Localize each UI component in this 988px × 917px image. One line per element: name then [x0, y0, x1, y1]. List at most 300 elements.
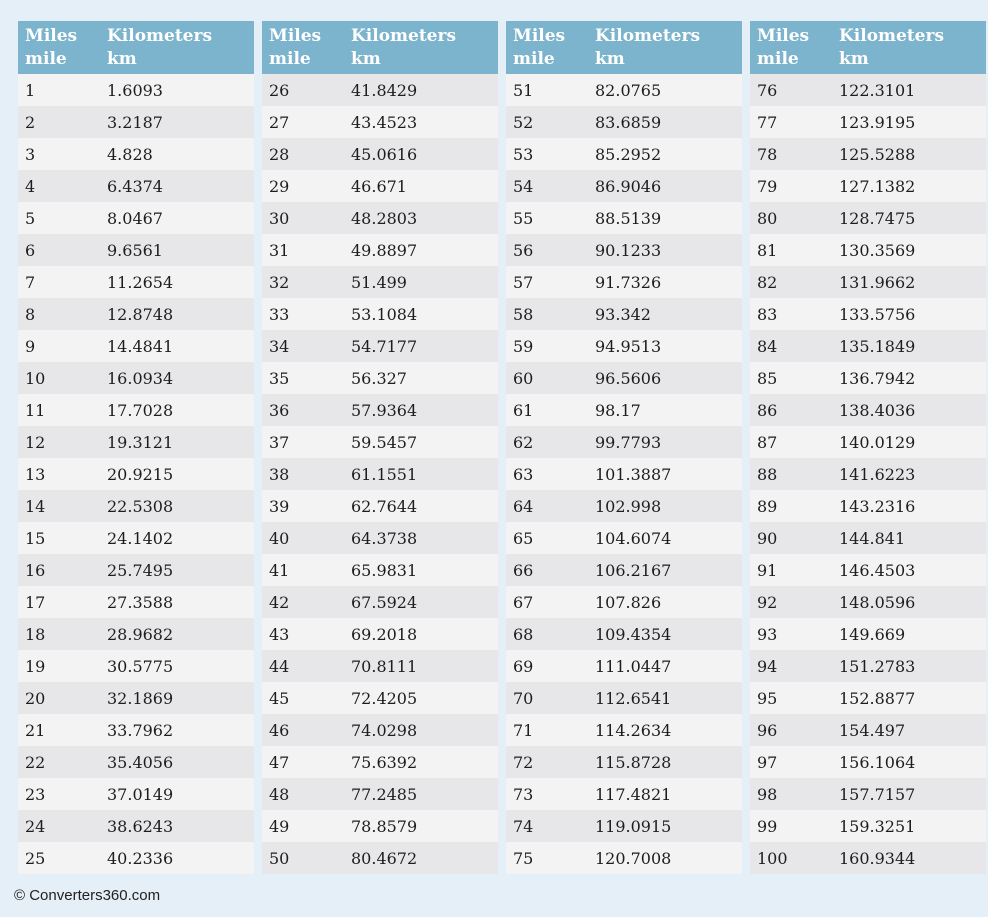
- miles-value: 77: [757, 112, 778, 132]
- table-row: [750, 490, 986, 522]
- table-row: [506, 74, 742, 106]
- kilometers-value: 127.1382: [839, 176, 916, 196]
- kilometers-value: 38.6243: [107, 816, 174, 836]
- table-row: [506, 586, 742, 618]
- kilometers-value: 28.9682: [107, 624, 174, 644]
- kilometers-value: 96.5606: [595, 368, 662, 388]
- table-row: [750, 138, 986, 170]
- table-row: [750, 458, 986, 490]
- kilometers-value: 135.1849: [839, 336, 916, 356]
- conversion-table-76-100: [750, 21, 986, 874]
- table-row: [750, 746, 986, 778]
- kilometers-value: 86.9046: [595, 176, 662, 196]
- miles-value: 58: [513, 304, 534, 324]
- table-row: [18, 650, 254, 682]
- copyright-footer: © Converters360.com: [14, 887, 161, 904]
- miles-value: 10: [25, 368, 46, 388]
- miles-value: 62: [513, 432, 534, 452]
- table-row: [262, 330, 498, 362]
- kilometers-value: 98.17: [595, 400, 641, 420]
- miles-value: 22: [25, 752, 46, 772]
- table-row: [506, 618, 742, 650]
- miles-value: 67: [513, 592, 534, 612]
- table-row: [262, 714, 498, 746]
- miles-value: 14: [25, 496, 46, 516]
- kilometers-value: 4.828: [107, 144, 153, 164]
- kilometers-value: 143.2316: [839, 496, 916, 516]
- miles-value: 50: [269, 848, 290, 868]
- table-row: [750, 330, 986, 362]
- miles-value: 18: [25, 624, 46, 644]
- table-row: [506, 746, 742, 778]
- table-row: [750, 106, 986, 138]
- miles-value: 83: [757, 304, 778, 324]
- table-row: [750, 586, 986, 618]
- miles-value: 81: [757, 240, 778, 260]
- table-row: [262, 682, 498, 714]
- miles-value: 24: [25, 816, 46, 836]
- table-row: [506, 170, 742, 202]
- km-header-line2: km: [107, 48, 137, 69]
- table-row: [262, 650, 498, 682]
- miles-value: 79: [757, 176, 778, 196]
- table-row: [750, 234, 986, 266]
- miles-header-line2: mile: [25, 48, 67, 69]
- kilometers-value: 151.2783: [839, 656, 916, 676]
- table-row: [506, 138, 742, 170]
- table-row: [18, 74, 254, 106]
- miles-value: 73: [513, 784, 534, 804]
- miles-value: 25: [25, 848, 46, 868]
- table-row: [506, 234, 742, 266]
- kilometers-value: 146.4503: [839, 560, 916, 580]
- miles-value: 9: [25, 336, 36, 356]
- kilometers-value: 160.9344: [839, 848, 916, 868]
- kilometers-value: 131.9662: [839, 272, 916, 292]
- miles-value: 90: [757, 528, 778, 548]
- kilometers-value: 35.4056: [107, 752, 174, 772]
- miles-value: 40: [269, 528, 290, 548]
- table-row: [750, 682, 986, 714]
- table-row: [18, 810, 254, 842]
- miles-value: 2: [25, 112, 36, 132]
- table-row: [18, 682, 254, 714]
- table-row: [18, 522, 254, 554]
- miles-value: 63: [513, 464, 534, 484]
- miles-value: 36: [269, 400, 290, 420]
- kilometers-value: 16.0934: [107, 368, 174, 388]
- kilometers-value: 157.7157: [839, 784, 916, 804]
- kilometers-value: 119.0915: [595, 816, 672, 836]
- kilometers-value: 56.327: [351, 368, 407, 388]
- kilometers-value: 101.3887: [595, 464, 672, 484]
- miles-value: 59: [513, 336, 534, 356]
- table-row: [506, 426, 742, 458]
- kilometers-value: 43.4523: [351, 112, 418, 132]
- miles-value: 71: [513, 720, 534, 740]
- table-row: [750, 202, 986, 234]
- kilometers-column-header: [839, 25, 986, 71]
- table-row: [18, 298, 254, 330]
- miles-value: 76: [757, 80, 778, 100]
- kilometers-value: 49.8897: [351, 240, 418, 260]
- miles-value: 61: [513, 400, 534, 420]
- miles-column-header: [750, 25, 839, 71]
- kilometers-value: 1.6093: [107, 80, 163, 100]
- kilometers-value: 107.826: [595, 592, 662, 612]
- miles-value: 84: [757, 336, 778, 356]
- table-row: [750, 362, 986, 394]
- miles-value: 47: [269, 752, 290, 772]
- kilometers-value: 102.998: [595, 496, 662, 516]
- table-row: [262, 138, 498, 170]
- miles-column-header: [18, 25, 107, 71]
- kilometers-value: 138.4036: [839, 400, 916, 420]
- table-row: [18, 778, 254, 810]
- miles-value: 45: [269, 688, 290, 708]
- miles-value: 78: [757, 144, 778, 164]
- miles-value: 30: [269, 208, 290, 228]
- kilometers-value: 154.497: [839, 720, 906, 740]
- kilometers-value: 152.8877: [839, 688, 916, 708]
- kilometers-value: 32.1869: [107, 688, 174, 708]
- kilometers-value: 46.671: [351, 176, 407, 196]
- km-header-line2: km: [595, 48, 625, 69]
- miles-value: 42: [269, 592, 290, 612]
- table-row: [750, 618, 986, 650]
- miles-value: 17: [25, 592, 46, 612]
- table-row: [506, 362, 742, 394]
- table-row: [506, 298, 742, 330]
- miles-value: 20: [25, 688, 46, 708]
- km-header-line2: km: [839, 48, 869, 69]
- kilometers-column-header: [351, 25, 498, 71]
- miles-value: 97: [757, 752, 778, 772]
- kilometers-value: 133.5756: [839, 304, 916, 324]
- miles-value: 44: [269, 656, 290, 676]
- table-row: [18, 266, 254, 298]
- table-row: [750, 170, 986, 202]
- table-row: [750, 650, 986, 682]
- kilometers-value: 130.3569: [839, 240, 916, 260]
- table-row: [506, 650, 742, 682]
- miles-value: 93: [757, 624, 778, 644]
- miles-value: 5: [25, 208, 36, 228]
- conversion-table-51-75: [506, 21, 742, 874]
- table-row: [750, 842, 986, 874]
- table-row: [506, 490, 742, 522]
- miles-header-line2: mile: [757, 48, 799, 69]
- kilometers-value: 27.3588: [107, 592, 174, 612]
- miles-value: 37: [269, 432, 290, 452]
- kilometers-value: 91.7326: [595, 272, 662, 292]
- table-row: [18, 106, 254, 138]
- kilometers-value: 80.4672: [351, 848, 418, 868]
- kilometers-value: 123.9195: [839, 112, 916, 132]
- miles-value: 94: [757, 656, 778, 676]
- table-row: [262, 106, 498, 138]
- miles-value: 74: [513, 816, 534, 836]
- table-row: [18, 490, 254, 522]
- table-row: [750, 554, 986, 586]
- miles-value: 29: [269, 176, 290, 196]
- table-row: [262, 810, 498, 842]
- kilometers-value: 120.7008: [595, 848, 672, 868]
- kilometers-value: 8.0467: [107, 208, 163, 228]
- miles-value: 43: [269, 624, 290, 644]
- miles-value: 27: [269, 112, 290, 132]
- kilometers-value: 70.8111: [351, 656, 418, 676]
- kilometers-value: 93.342: [595, 304, 651, 324]
- miles-column-header: [506, 25, 595, 71]
- table-row: [506, 458, 742, 490]
- kilometers-value: 83.6859: [595, 112, 662, 132]
- miles-value: 99: [757, 816, 778, 836]
- table-row: [18, 394, 254, 426]
- kilometers-value: 61.1551: [351, 464, 418, 484]
- kilometers-value: 6.4374: [107, 176, 163, 196]
- miles-value: 72: [513, 752, 534, 772]
- miles-value: 60: [513, 368, 534, 388]
- miles-value: 98: [757, 784, 778, 804]
- kilometers-value: 159.3251: [839, 816, 916, 836]
- table-row: [18, 426, 254, 458]
- kilometers-value: 156.1064: [839, 752, 916, 772]
- miles-value: 91: [757, 560, 778, 580]
- kilometers-value: 88.5139: [595, 208, 662, 228]
- table-row: [506, 266, 742, 298]
- kilometers-value: 53.1084: [351, 304, 418, 324]
- table-row: [18, 362, 254, 394]
- kilometers-value: 111.0447: [595, 656, 672, 676]
- miles-value: 39: [269, 496, 290, 516]
- kilometers-value: 17.7028: [107, 400, 174, 420]
- table-row: [506, 106, 742, 138]
- table-row: [262, 586, 498, 618]
- table-row: [506, 714, 742, 746]
- miles-value: 33: [269, 304, 290, 324]
- miles-value: 75: [513, 848, 534, 868]
- miles-value: 70: [513, 688, 534, 708]
- table-row: [262, 362, 498, 394]
- table-body: [18, 74, 254, 874]
- kilometers-value: 115.8728: [595, 752, 672, 772]
- miles-header-line2: mile: [513, 48, 555, 69]
- kilometers-value: 11.2654: [107, 272, 174, 292]
- table-row: [262, 426, 498, 458]
- table-header: [262, 21, 498, 74]
- table-row: [18, 842, 254, 874]
- conversion-table-26-50: [262, 21, 498, 874]
- kilometers-value: 122.3101: [839, 80, 916, 100]
- kilometers-value: 85.2952: [595, 144, 662, 164]
- miles-value: 68: [513, 624, 534, 644]
- kilometers-value: 51.499: [351, 272, 407, 292]
- kilometers-value: 20.9215: [107, 464, 174, 484]
- miles-value: 41: [269, 560, 290, 580]
- kilometers-value: 149.669: [839, 624, 906, 644]
- kilometers-value: 67.5924: [351, 592, 418, 612]
- kilometers-value: 136.7942: [839, 368, 916, 388]
- miles-value: 38: [269, 464, 290, 484]
- kilometers-value: 40.2336: [107, 848, 174, 868]
- table-row: [750, 394, 986, 426]
- kilometers-value: 14.4841: [107, 336, 174, 356]
- kilometers-value: 33.7962: [107, 720, 174, 740]
- kilometers-value: 45.0616: [351, 144, 418, 164]
- table-row: [750, 426, 986, 458]
- kilometers-column-header: [107, 25, 254, 71]
- table-row: [18, 714, 254, 746]
- table-row: [262, 170, 498, 202]
- miles-value: 66: [513, 560, 534, 580]
- conversion-table-1-25: [18, 21, 254, 874]
- table-row: [18, 234, 254, 266]
- table-row: [262, 842, 498, 874]
- table-row: [262, 746, 498, 778]
- km-header-line1: Kilometers: [351, 25, 457, 46]
- kilometers-value: 106.2167: [595, 560, 672, 580]
- table-row: [506, 330, 742, 362]
- kilometers-value: 62.7644: [351, 496, 418, 516]
- miles-value: 46: [269, 720, 290, 740]
- table-row: [506, 394, 742, 426]
- miles-value: 48: [269, 784, 290, 804]
- table-row: [262, 778, 498, 810]
- miles-column-header: [262, 25, 351, 71]
- kilometers-value: 69.2018: [351, 624, 418, 644]
- kilometers-value: 30.5775: [107, 656, 174, 676]
- kilometers-value: 125.5288: [839, 144, 916, 164]
- kilometers-value: 109.4354: [595, 624, 672, 644]
- kilometers-value: 78.8579: [351, 816, 418, 836]
- table-body: [506, 74, 742, 874]
- kilometers-value: 144.841: [839, 528, 906, 548]
- table-row: [262, 298, 498, 330]
- miles-value: 15: [25, 528, 46, 548]
- miles-value: 34: [269, 336, 290, 356]
- table-header: [18, 21, 254, 74]
- kilometers-value: 128.7475: [839, 208, 916, 228]
- kilometers-value: 37.0149: [107, 784, 174, 804]
- table-row: [506, 778, 742, 810]
- miles-value: 86: [757, 400, 778, 420]
- kilometers-value: 74.0298: [351, 720, 418, 740]
- table-row: [262, 618, 498, 650]
- table-row: [262, 458, 498, 490]
- table-row: [262, 266, 498, 298]
- table-row: [262, 74, 498, 106]
- miles-value: 89: [757, 496, 778, 516]
- kilometers-value: 94.9513: [595, 336, 662, 356]
- kilometers-value: 19.3121: [107, 432, 174, 452]
- kilometers-value: 3.2187: [107, 112, 163, 132]
- miles-header-line1: Miles: [269, 25, 322, 46]
- table-row: [750, 778, 986, 810]
- table-row: [506, 202, 742, 234]
- miles-value: 1: [25, 80, 36, 100]
- kilometers-value: 57.9364: [351, 400, 418, 420]
- miles-value: 96: [757, 720, 778, 740]
- kilometers-value: 59.5457: [351, 432, 418, 452]
- kilometers-value: 9.6561: [107, 240, 163, 260]
- kilometers-value: 12.8748: [107, 304, 174, 324]
- miles-value: 88: [757, 464, 778, 484]
- table-row: [18, 458, 254, 490]
- table-header: [506, 21, 742, 74]
- miles-value: 54: [513, 176, 534, 196]
- kilometers-value: 72.4205: [351, 688, 418, 708]
- table-row: [18, 138, 254, 170]
- miles-value: 87: [757, 432, 778, 452]
- miles-value: 100: [757, 848, 788, 868]
- table-row: [262, 234, 498, 266]
- table-row: [750, 298, 986, 330]
- kilometers-value: 114.2634: [595, 720, 672, 740]
- table-row: [18, 330, 254, 362]
- miles-value: 28: [269, 144, 290, 164]
- miles-value: 31: [269, 240, 290, 260]
- table-header: [750, 21, 986, 74]
- miles-value: 92: [757, 592, 778, 612]
- table-row: [18, 618, 254, 650]
- kilometers-value: 65.9831: [351, 560, 418, 580]
- miles-value: 65: [513, 528, 534, 548]
- miles-value: 13: [25, 464, 46, 484]
- table-row: [506, 554, 742, 586]
- miles-value: 35: [269, 368, 290, 388]
- miles-value: 82: [757, 272, 778, 292]
- kilometers-value: 22.5308: [107, 496, 174, 516]
- table-row: [18, 586, 254, 618]
- kilometers-value: 140.0129: [839, 432, 916, 452]
- table-row: [750, 266, 986, 298]
- miles-value: 8: [25, 304, 36, 324]
- kilometers-value: 148.0596: [839, 592, 916, 612]
- kilometers-value: 99.7793: [595, 432, 662, 452]
- miles-header-line2: mile: [269, 48, 311, 69]
- miles-value: 12: [25, 432, 46, 452]
- kilometers-value: 41.8429: [351, 80, 418, 100]
- km-header-line1: Kilometers: [595, 25, 701, 46]
- miles-value: 21: [25, 720, 46, 740]
- miles-header-line1: Miles: [25, 25, 78, 46]
- miles-value: 64: [513, 496, 534, 516]
- table-row: [506, 522, 742, 554]
- miles-value: 32: [269, 272, 290, 292]
- miles-value: 69: [513, 656, 534, 676]
- table-row: [262, 554, 498, 586]
- table-row: [18, 746, 254, 778]
- miles-header-line1: Miles: [757, 25, 810, 46]
- miles-header-line1: Miles: [513, 25, 566, 46]
- miles-value: 16: [25, 560, 46, 580]
- kilometers-value: 25.7495: [107, 560, 174, 580]
- table-body: [750, 74, 986, 874]
- table-row: [750, 810, 986, 842]
- table-row: [506, 842, 742, 874]
- kilometers-value: 112.6541: [595, 688, 672, 708]
- miles-value: 53: [513, 144, 534, 164]
- km-header-line2: km: [351, 48, 381, 69]
- miles-value: 56: [513, 240, 534, 260]
- kilometers-value: 54.7177: [351, 336, 418, 356]
- table-row: [262, 202, 498, 234]
- kilometers-value: 48.2803: [351, 208, 418, 228]
- miles-value: 19: [25, 656, 46, 676]
- kilometers-value: 90.1233: [595, 240, 662, 260]
- kilometers-value: 77.2485: [351, 784, 418, 804]
